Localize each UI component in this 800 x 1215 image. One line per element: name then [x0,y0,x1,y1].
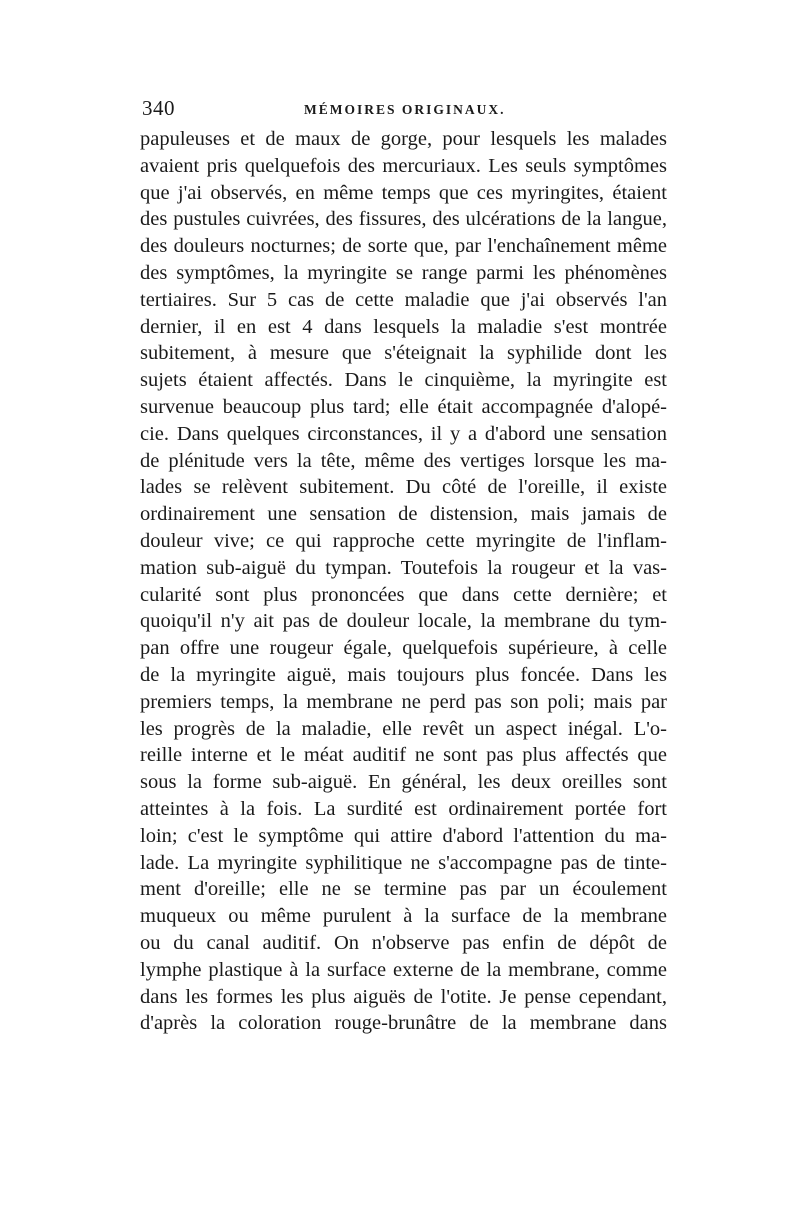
text-line: douleur vive; ce qui rapproche cette myringite de l'inflam- [140,529,667,552]
text-line: quoiqu'il n'y ait pas de douleur locale, la membrane du tym- [140,610,667,633]
text-line: cularité sont plus prononcées que dans cette dernière; et [140,583,667,606]
text-line: muqueux ou même purulent à la surface de la membrane [140,905,667,928]
text-line: que j'ai observés, en même temps que ces myringites, étaient [140,181,667,204]
page-number: 340 [142,96,175,120]
text-line: loin; c'est le symptôme qui attire d'abord l'attention du ma- [140,824,667,847]
text-line: lymphe plastique à la surface externe de la membrane, comme [140,958,667,981]
text-line: des pustules cuivrées, des fissures, des ulcérations de la langue, [140,208,667,231]
text-line: sous la forme sub-aiguë. En général, les deux oreilles sont [140,771,667,794]
text-line: mation sub-aiguë du tympan. Toutefois la rougeur et la vas- [140,556,667,579]
text-line: d'après la coloration rouge-brunâtre de la membrane dans [140,1012,667,1035]
text-line: ou du canal auditif. On n'observe pas enfin de dépôt de [140,931,667,954]
text-line: reille interne et le méat auditif ne sont pas plus affectés que [140,744,667,767]
text-line: ment d'oreille; elle ne se termine pas par un écoulement [140,878,667,901]
page-header [142,96,662,126]
body-text [140,126,667,1037]
text-line: papuleuses et de maux de gorge, pour lesquels les malades [140,128,667,150]
text-line: cie. Dans quelques circonstances, il y a d'abord une sensation [140,422,667,445]
text-line: avaient pris quelquefois des mercuriaux. Les seuls symptômes [140,154,667,177]
text-line: premiers temps, la membrane ne perd pas son poli; mais par [140,690,667,713]
text-line: des douleurs nocturnes; de sorte que, par l'enchaînement même [140,235,667,258]
text-line: tertiaires. Sur 5 cas de cette maladie que j'ai observés l'an [140,288,667,311]
text-line: lades se relèvent subitement. Du côté de l'oreille, il existe [140,476,667,499]
text-line: de la myringite aiguë, mais toujours plus foncée. Dans les [140,663,667,686]
text-line: dernier, il en est 4 dans lesquels la maladie s'est montrée [140,315,667,338]
text-line: subitement, à mesure que s'éteignait la syphilide dont les [140,342,667,365]
text-line: lade. La myringite syphilitique ne s'accompagne pas de tinte- [140,851,667,874]
text-line: les progrès de la maladie, elle revêt un aspect inégal. L'o- [140,717,667,740]
text-line: ordinairement une sensation de distension, mais jamais de [140,503,667,526]
text-line: survenue beaucoup plus tard; elle était accompagnée d'alopé- [140,395,667,418]
text-line: pan offre une rougeur égale, quelquefois supérieure, à celle [140,637,667,660]
running-head: MÉMOIRES ORIGINAUX. [304,102,506,117]
text-line: atteintes à la fois. La surdité est ordinairement portée fort [140,797,667,820]
text-line: sujets étaient affectés. Dans le cinquième, la myringite est [140,369,667,392]
text-line: des symptômes, la myringite se range parmi les phénomènes [140,261,667,284]
text-line: dans les formes les plus aiguës de l'otite. Je pense cependant, [140,985,667,1008]
text-line: de plénitude vers la tête, même des vertiges lorsque les ma- [140,449,667,472]
